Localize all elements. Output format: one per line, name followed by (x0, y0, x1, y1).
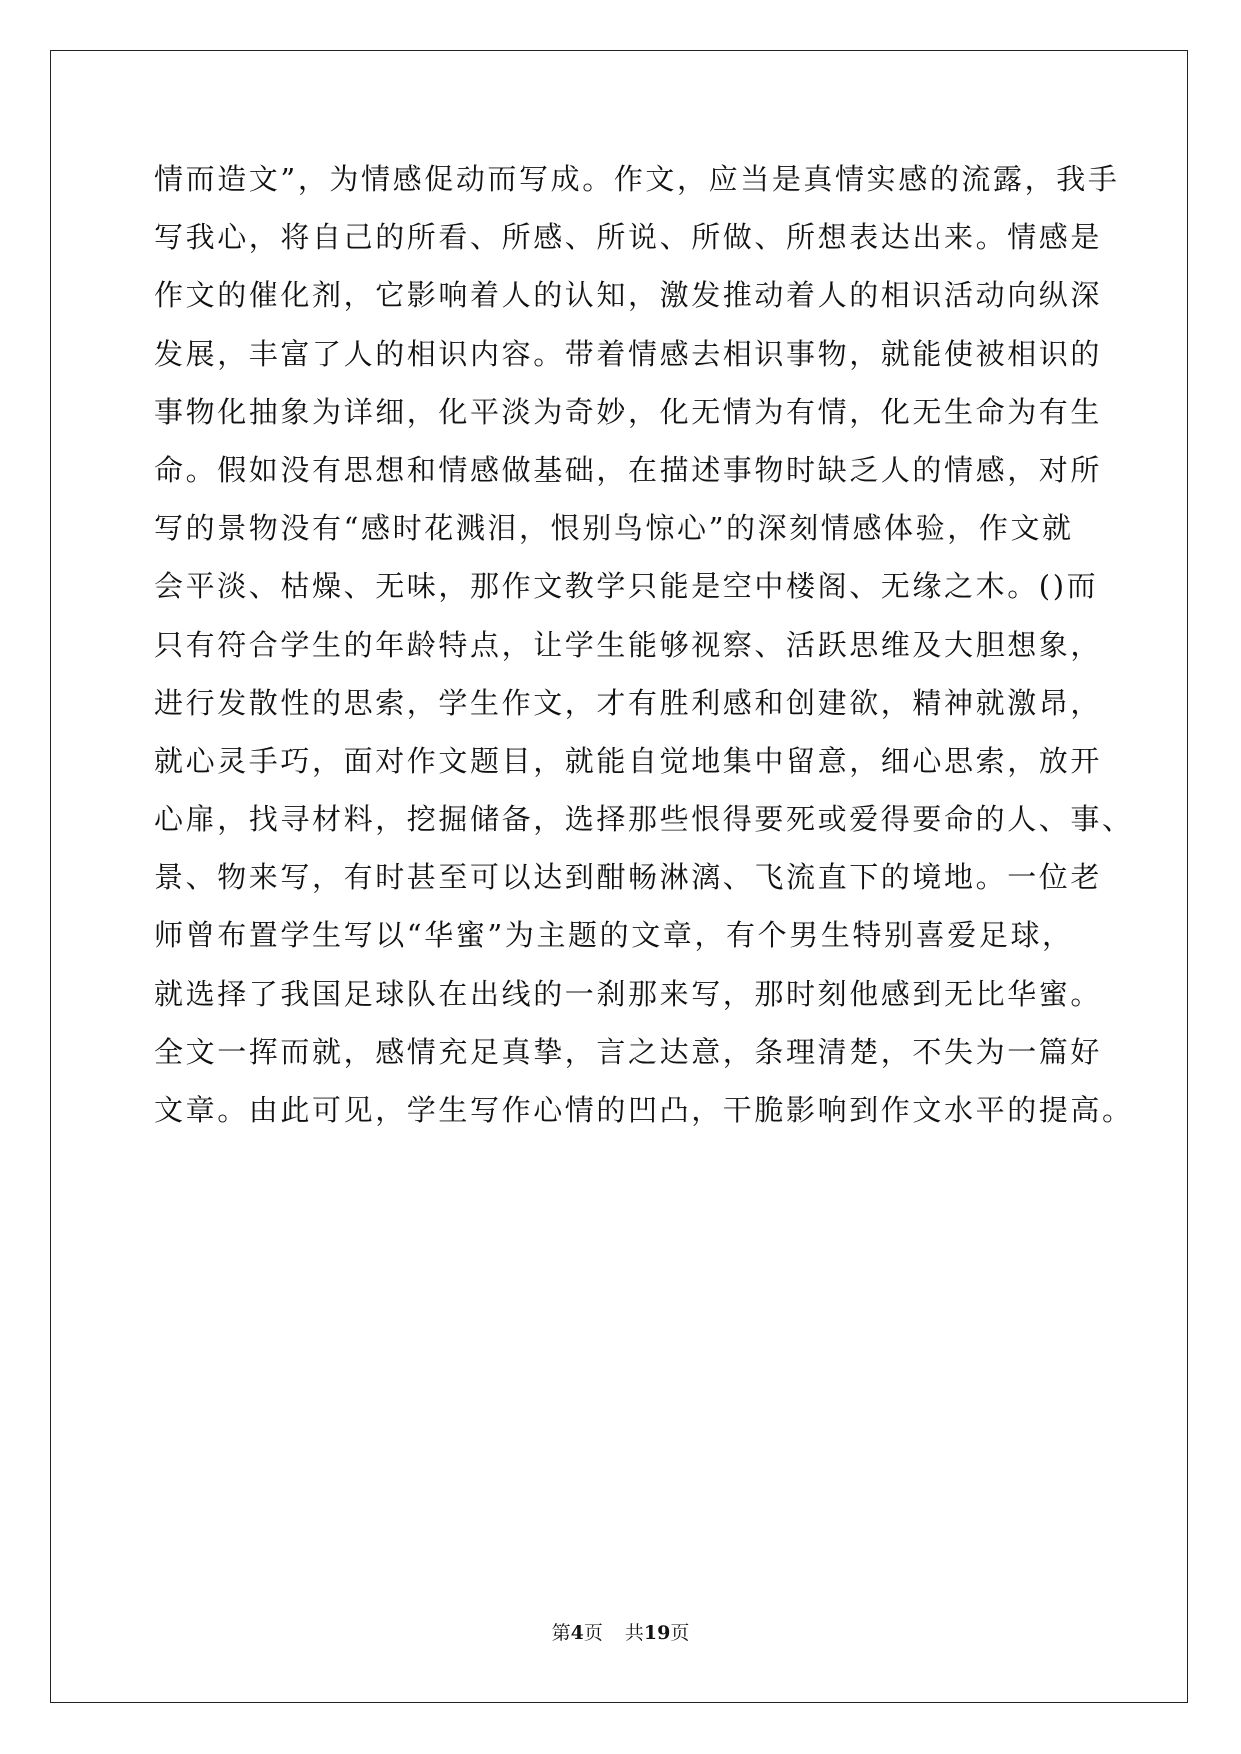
text-line: 心扉，找寻材料，挖掘储备，选择那些恨得要死或爱得要命的人、事、 (154, 802, 1134, 837)
text-line: 情而造文”，为情感促动而写成。作文，应当是真情实感的流露，我手 (154, 162, 1120, 196)
text-line: 文章。由此可见，学生写作心情的凹凸，干脆影响到作文水平的提高。 (154, 1093, 1134, 1127)
text-line: 师曾布置学生写以“华蜜”为主题的文章，有个男生特别喜爱足球， (154, 918, 1074, 953)
text-line: 发展，丰富了人的相识内容。带着情感去相识事物，就能使被相识的 (154, 336, 1103, 371)
text-line: 只有符合学生的年龄特点，让学生能够视察、活跃思维及大胆想象， (154, 627, 1103, 662)
total-pages: 19 (643, 1622, 671, 1644)
text-line: 会平淡、枯燥、无味，那作文教学只能是空中楼阁、无缘之木。()而 (154, 569, 1099, 604)
text-line: 命。假如没有思想和情感做基础，在描述事物时缺乏人的情感，对所 (154, 452, 1103, 487)
total-prefix: 共 (624, 1622, 644, 1644)
text-line: 作文的催化剂，它影响着人的认知，激发推动着人的相识活动向纵深 (154, 278, 1103, 313)
text-line: 就心灵手巧，面对作文题目，就能自觉地集中留意，细心思索，放开 (154, 743, 1103, 778)
text-line: 全文一挥而就，感情充足真挚，言之达意，条理清楚，不失为一篇好 (154, 1034, 1103, 1069)
page-number: 4 (570, 1622, 584, 1644)
page-prefix: 第 (551, 1622, 571, 1644)
text-line: 景、物来写，有时甚至可以达到酣畅淋漓、飞流直下的境地。一位老 (154, 860, 1103, 895)
text-line: 写的景物没有“感时花溅泪，恨别鸟惊心”的深刻情感体验，作文就 (154, 511, 1074, 546)
text-line: 就选择了我国足球队在出线的一刹那来写，那时刻他感到无比华蜜。 (154, 976, 1103, 1011)
text-line: 事物化抽象为详细，化平淡为奇妙，化无情为有情，化无生命为有生 (154, 394, 1103, 429)
page-suffix: 页 (583, 1622, 603, 1644)
body-text (154, 160, 1134, 1149)
total-suffix: 页 (670, 1622, 690, 1644)
page-footer (0, 1620, 1241, 1646)
text-line: 进行发散性的思索，学生作文，才有胜利感和创建欲，精神就激昂， (154, 685, 1103, 720)
text-line: 写我心，将自己的所看、所感、所说、所做、所想表达出来。情感是 (154, 220, 1103, 255)
